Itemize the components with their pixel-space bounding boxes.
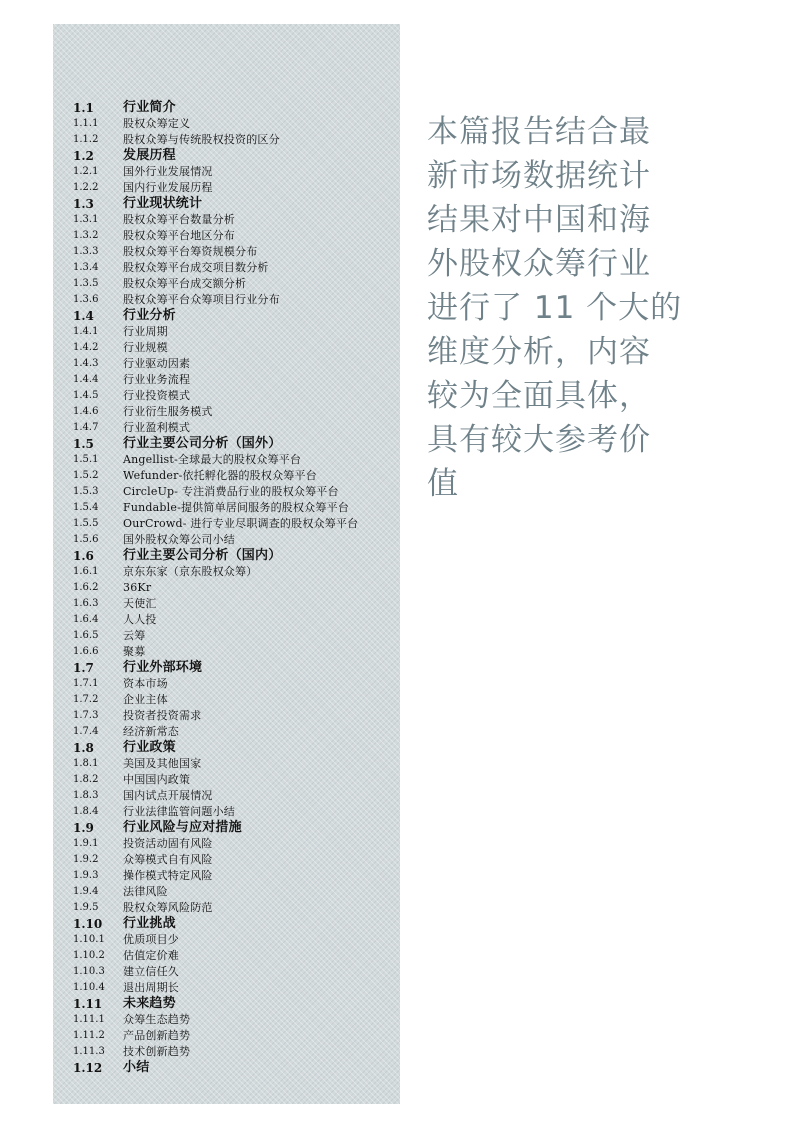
toc-title: 退出周期长: [123, 981, 179, 994]
toc-title: 行业法律监管问题小结: [123, 805, 235, 818]
toc-section-heading: [73, 548, 393, 564]
toc-title: OurCrowd- 进行专业尽职调查的股权众筹平台: [123, 517, 359, 530]
toc-title: 股权众筹平台地区分布: [123, 229, 235, 242]
toc-number: 1.2.2: [73, 182, 99, 193]
toc-title: 行业投资模式: [123, 389, 191, 402]
toc-title: 国内试点开展情况: [123, 789, 213, 802]
toc-title: 行业盈利模式: [123, 421, 191, 434]
toc-section-heading: [73, 196, 393, 212]
toc-number: 1.7.2: [73, 694, 99, 705]
toc-number: 1.4.3: [73, 358, 99, 369]
toc-title: 行业驱动因素: [123, 357, 191, 370]
toc-number: 1.3.6: [73, 294, 99, 305]
toc-subsection-item: [73, 724, 393, 740]
toc-number: 1.9.3: [73, 870, 99, 881]
toc-section-heading: [73, 308, 393, 324]
toc-number: 1.1.1: [73, 118, 99, 129]
toc-title: 资本市场: [123, 677, 168, 690]
toc-subsection-item: [73, 804, 393, 820]
toc-number: 1.8: [73, 741, 94, 755]
toc-number: 1.9.2: [73, 854, 99, 865]
toc-subsection-item: [73, 292, 393, 308]
toc-number: 1.9.5: [73, 902, 99, 913]
table-of-contents-panel: [53, 24, 400, 1104]
toc-number: 1.2: [73, 149, 94, 163]
toc-subsection-item: [73, 676, 393, 692]
toc-number: 1.6: [73, 549, 94, 563]
toc-subsection-item: [73, 580, 393, 596]
toc-title: 36Kr: [123, 581, 152, 594]
toc-number: 1.10.3: [73, 966, 105, 977]
toc-section-heading: [73, 660, 393, 676]
toc-subsection-item: [73, 388, 393, 404]
toc-number: 1.5.5: [73, 518, 99, 529]
toc-subsection-item: [73, 932, 393, 948]
toc-subsection-item: [73, 628, 393, 644]
toc-title: 股权众筹平台众筹项目行业分布: [123, 293, 280, 306]
toc-subsection-item: [73, 452, 393, 468]
toc-title: 行业简介: [123, 100, 176, 115]
toc-title: 中国国内政策: [123, 773, 191, 786]
toc-number: 1.8.2: [73, 774, 99, 785]
toc-section-heading: [73, 996, 393, 1012]
toc-number: 1.8.3: [73, 790, 99, 801]
toc-subsection-item: [73, 372, 393, 388]
toc-title: 行业分析: [123, 308, 176, 323]
toc-title: 云筹: [123, 629, 146, 642]
toc-number: 1.10.2: [73, 950, 105, 961]
toc-title: 建立信任久: [123, 965, 179, 978]
toc-title: 股权众筹风险防范: [123, 901, 213, 914]
toc-title: 聚募: [123, 645, 146, 658]
toc-title: 国内行业发展历程: [123, 181, 213, 194]
toc-number: 1.4.5: [73, 390, 99, 401]
toc-number: 1.3.4: [73, 262, 99, 273]
toc-subsection-item: [73, 516, 393, 532]
toc-number: 1.12: [73, 1061, 103, 1075]
toc-number: 1.10: [73, 917, 103, 931]
toc-title: 人人投: [123, 613, 157, 626]
toc-title: 行业主要公司分析（国外）: [123, 436, 282, 451]
toc-number: 1.3: [73, 197, 94, 211]
toc-title: 京东东家（京东股权众筹）: [123, 565, 258, 578]
toc-section-heading: [73, 916, 393, 932]
toc-subsection-item: [73, 980, 393, 996]
toc-title: 行业政策: [123, 740, 176, 755]
toc-section-heading: [73, 820, 393, 836]
toc-title: 股权众筹平台成交项目数分析: [123, 261, 269, 274]
toc-number: 1.3.5: [73, 278, 99, 289]
toc-subsection-item: [73, 420, 393, 436]
toc-title: 发展历程: [123, 148, 176, 163]
toc-subsection-item: [73, 260, 393, 276]
toc-subsection-item: [73, 852, 393, 868]
toc-subsection-item: [73, 788, 393, 804]
toc-subsection-item: [73, 116, 393, 132]
toc-number: 1.6.4: [73, 614, 99, 625]
toc-subsection-item: [73, 612, 393, 628]
toc-subsection-item: [73, 1012, 393, 1028]
toc-title: 行业挑战: [123, 916, 176, 931]
toc-number: 1.5: [73, 437, 94, 451]
toc-title: 操作模式特定风险: [123, 869, 213, 882]
toc-title: 投资者投资需求: [123, 709, 202, 722]
toc-title: 行业现状统计: [123, 196, 203, 211]
toc-number: 1.5.6: [73, 534, 99, 545]
toc-title: 法律风险: [123, 885, 168, 898]
toc-subsection-item: [73, 596, 393, 612]
toc-title: Fundable-提供简单居间服务的股权众筹平台: [123, 501, 349, 514]
toc-number: 1.6.5: [73, 630, 99, 641]
toc-number: 1.7.4: [73, 726, 99, 737]
toc-number: 1.1: [73, 101, 94, 115]
toc-title: 股权众筹与传统股权投资的区分: [123, 133, 280, 146]
toc-section-heading: [73, 148, 393, 164]
toc-subsection-item: [73, 708, 393, 724]
toc-title: 经济新常态: [123, 725, 179, 738]
toc-number: 1.4: [73, 309, 94, 323]
toc-title: CircleUp- 专注消费品行业的股权众筹平台: [123, 485, 339, 498]
toc-number: 1.10.1: [73, 934, 105, 945]
toc-number: 1.5.2: [73, 470, 99, 481]
toc-number: 1.4.6: [73, 406, 99, 417]
toc-section-heading: [73, 436, 393, 452]
toc-number: 1.9.1: [73, 838, 99, 849]
toc-subsection-item: [73, 180, 393, 196]
toc-title: 行业业务流程: [123, 373, 191, 386]
toc-number: 1.1.2: [73, 134, 99, 145]
toc-number: 1.7.1: [73, 678, 99, 689]
toc-number: 1.3.2: [73, 230, 99, 241]
toc-number: 1.6.6: [73, 646, 99, 657]
toc-number: 1.8.4: [73, 806, 99, 817]
toc-title: 众筹生态趋势: [123, 1013, 191, 1026]
toc-subsection-item: [73, 532, 393, 548]
toc-subsection-item: [73, 404, 393, 420]
toc-title: Angellist-全球最大的股权众筹平台: [123, 453, 302, 466]
toc-title: 美国及其他国家: [123, 757, 202, 770]
toc-number: 1.2.1: [73, 166, 99, 177]
toc-title: Wefunder-依托孵化器的股权众筹平台: [123, 469, 317, 482]
toc-title: 投资活动固有风险: [123, 837, 213, 850]
toc-subsection-item: [73, 836, 393, 852]
toc-number: 1.11.2: [73, 1030, 105, 1041]
toc-title: 行业风险与应对措施: [123, 820, 242, 835]
toc-number: 1.8.1: [73, 758, 99, 769]
toc-subsection-item: [73, 964, 393, 980]
toc-number: 1.3.3: [73, 246, 99, 257]
toc-subsection-item: [73, 212, 393, 228]
toc-number: 1.4.4: [73, 374, 99, 385]
toc-subsection-item: [73, 132, 393, 148]
toc-subsection-item: [73, 756, 393, 772]
toc-number: 1.4.1: [73, 326, 99, 337]
toc-number: 1.11: [73, 997, 103, 1011]
toc-title: 众筹模式自有风险: [123, 853, 213, 866]
toc-number: 1.5.1: [73, 454, 99, 465]
toc-subsection-item: [73, 164, 393, 180]
toc-number: 1.4.7: [73, 422, 99, 433]
toc-number: 1.3.1: [73, 214, 99, 225]
toc-title: 未来趋势: [123, 996, 176, 1011]
toc-subsection-item: [73, 500, 393, 516]
toc-title: 产品创新趋势: [123, 1029, 191, 1042]
toc-number: 1.6.3: [73, 598, 99, 609]
toc-subsection-item: [73, 1044, 393, 1060]
toc-title: 股权众筹平台数量分析: [123, 213, 235, 226]
toc-subsection-item: [73, 644, 393, 660]
toc-title: 技术创新趋势: [123, 1045, 191, 1058]
toc-title: 国外股权众筹公司小结: [123, 533, 235, 546]
toc-number: 1.4.2: [73, 342, 99, 353]
toc-subsection-item: [73, 692, 393, 708]
toc-number: 1.6.2: [73, 582, 99, 593]
toc-number: 1.9: [73, 821, 94, 835]
toc-title: 天使汇: [123, 597, 157, 610]
toc-title: 行业衍生服务模式: [123, 405, 213, 418]
toc-subsection-item: [73, 228, 393, 244]
toc-subsection-item: [73, 356, 393, 372]
toc-title: 股权众筹定义: [123, 117, 191, 130]
toc-number: 1.7.3: [73, 710, 99, 721]
toc-number: 1.9.4: [73, 886, 99, 897]
toc-number: 1.11.3: [73, 1046, 105, 1057]
toc-number: 1.10.4: [73, 982, 105, 993]
toc-title: 行业主要公司分析（国内）: [123, 548, 282, 563]
report-summary: 本篇报告结合最 新市场数据统计 结果对中国和海 外股权众筹行业 进行了 11 个大的 维度分析，内容 较为全面具体， 具有较大参考价 值: [427, 114, 683, 502]
toc-title: 优质项目少: [123, 933, 179, 946]
toc-subsection-item: [73, 900, 393, 916]
toc-subsection-item: [73, 772, 393, 788]
toc-title: 国外行业发展情况: [123, 165, 213, 178]
toc-number: 1.11.1: [73, 1014, 105, 1025]
toc-subsection-item: [73, 468, 393, 484]
toc-number: 1.6.1: [73, 566, 99, 577]
toc-title: 小结: [123, 1060, 150, 1075]
toc-subsection-item: [73, 324, 393, 340]
toc-subsection-item: [73, 484, 393, 500]
toc-subsection-item: [73, 244, 393, 260]
toc-list: [73, 100, 393, 1076]
toc-subsection-item: [73, 868, 393, 884]
toc-section-heading: [73, 100, 393, 116]
toc-section-heading: [73, 740, 393, 756]
toc-subsection-item: [73, 564, 393, 580]
toc-title: 股权众筹平台成交额分析: [123, 277, 247, 290]
toc-subsection-item: [73, 1028, 393, 1044]
toc-number: 1.7: [73, 661, 94, 675]
toc-title: 股权众筹平台筹资规模分布: [123, 245, 258, 258]
toc-number: 1.5.4: [73, 502, 99, 513]
toc-subsection-item: [73, 948, 393, 964]
toc-title: 行业周期: [123, 325, 168, 338]
toc-subsection-item: [73, 884, 393, 900]
toc-title: 企业主体: [123, 693, 168, 706]
toc-number: 1.5.3: [73, 486, 99, 497]
toc-title: 行业规模: [123, 341, 168, 354]
toc-title: 估值定价难: [123, 949, 179, 962]
toc-subsection-item: [73, 340, 393, 356]
toc-section-heading: [73, 1060, 393, 1076]
toc-subsection-item: [73, 276, 393, 292]
toc-title: 行业外部环境: [123, 660, 203, 675]
